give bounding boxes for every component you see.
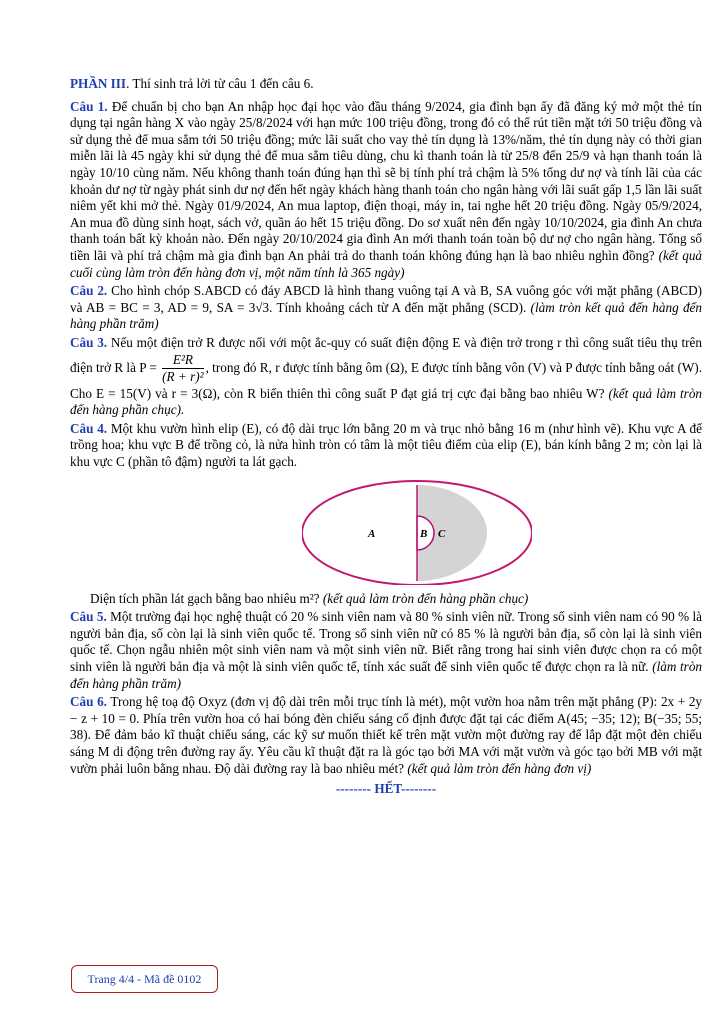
question-3-text-a: Nếu một điện trở R được nối với một ắc-quy có suất điện động E và điện trở trong r thì công suất tiêu thụ trên điện trở R là P = [70,334,703,375]
section-text: . Thí sinh trả lời từ câu 1 đến câu 6. [126,76,314,91]
section-header [70,76,702,93]
ellipse-diagram [302,475,532,585]
question-3-label: Câu 3. [70,334,108,350]
question-1-label: Câu 1. [70,98,108,114]
question-6-text: Trong hệ toạ độ Oxyz (đơn vị độ dài trên mỗi trục tính là mét), một vườn hoa nằm trên mặt phẳng (P): 2x + 2y − z + 10 = 0. Phía trên vườn hoa có hai bóng đèn chiếu sáng cố định được đặt tại các điểm A(45; −35; 12); B(−35; 55; 38). Để đảm bảo kĩ thuật chiếu sáng, các kỹ sư muốn thiết kế trên mặt vườn một đường ray để lắp đặt một đèn chiếu sáng M di động trên đường ray ấy. Yêu cầu kĩ thuật đặt ra là góc tạo bởi MA với mặt vườn và góc tạo bởi MB với mặt vườn phải luôn bằng nhau. Độ dài đường ray là bao nhiêu mét? [70,694,703,776]
power-formula-fraction [162,352,203,386]
question-4-after-text: Diện tích phần lát gạch bằng bao nhiêu m²? [90,590,320,606]
page-footer: Trang 4/4 - Mã đề 0102 [71,965,218,993]
question-1-text: Để chuẩn bị cho bạn An nhập học đại học vào đầu tháng 9/2024, gia đình bạn ấy đã đăng ký mở một thẻ tín dụng tại ngân hàng X vào ngày 25/8/2024 với hạn mức 100 triệu đồng, trong đó có thể rút tiền mặt tới 50 triệu đồng và sử dụng thẻ để mua sắm tới 50 triệu đồng; mức lãi suất cho vay thẻ tín dụng là 13%/năm, thẻ tín dụng này có thời gian miễn lãi là 45 ngày khi sử dụng thẻ để mua sắm tiêu dùng, chu kì thanh toán là từ 25/8 đến 25/9 và hạn thanh toán là ngày 10/10 cùng năm. Nếu không thanh toán đúng hạn thì sẽ bị tính phí trả chậm là 5% tổng dư nợ và tính lãi của các khoản dư nợ từ ngày phát sinh dư nợ đến hết ngày khách hàng thanh toán cho ngân hàng với lãi suất gấp 1,5 lần lãi suất niêm yết khi mở thẻ. Ngày 01/9/2024, An mua laptop, điện thoại, máy in, tai nghe hết 20 triệu đồng. Ngày 05/9/2024, An mua đồ dùng sinh hoạt, sách vở, quần áo hết 15 triệu đồng. Do sơ xuất nên đến ngày 10/10/2024, gia đình An chưa thanh toán bất kỳ khoản nào. Đến ngày 20/10/2024 gia đình An mới thanh toán toàn bộ dư nợ cho ngân hàng. Tổng số tiền lãi và phí trả chậm mà gia đình bạn An phải trả do thanh toán không đúng hạn là bao nhiêu nghìn đồng? [70,98,702,263]
label-c: C [438,527,446,540]
question-3 [70,335,702,419]
fraction-denominator: (R + r)² [162,369,204,385]
section-label: PHẦN III [70,76,127,91]
fraction-numerator: E²R [162,352,203,370]
question-1-note: (kết quả cuối cùng làm tròn đến hàng đơn vị, một năm tính là 365 ngày) [70,247,703,280]
question-2-note: (làm tròn kết quả đến hàng đến hàng phần trăm) [70,299,702,332]
question-2-label: Câu 2. [70,283,108,299]
question-2 [70,283,702,333]
label-a: A [368,527,376,540]
question-2-text: Cho hình chóp S.ABCD có đáy ABCD là hình thang vuông tại A và B, SA vuông góc với mặt phẳng (ABCD) và AB = BC = 3, AD = 9, SA = 3√3. Tính khoảng cách từ A đến mặt phẳng (SCD). [70,283,702,315]
question-4-note: (kết quả làm tròn đến hàng phần chục) [319,590,529,606]
question-5-note: (làm tròn đến hàng phần trăm) [70,659,703,691]
question-4-label: Câu 4. [70,420,108,436]
question-5-text: Một trường đại học nghệ thuật có 20 % sinh viên nam và 80 % sinh viên nữ. Trong số sinh viên nam có 90 % là người bản địa, số còn lại là sinh viên quốc tế. Trong số sinh viên nữ có 85 % là người bản địa, số còn lại là sinh viên quốc tế. Chọn ngẫu nhiên một sinh viên nam và một sinh viên nữ. Biết rằng trong hai sinh viên được chọn ra có một sinh viên là người bản địa và một là sinh viên quốc tế, tính xác suất để sinh viên quốc tế được chọn ra là nữ. [70,609,703,675]
question-6-label: Câu 6. [70,694,107,710]
question-3-text-b: , trong đó R, r được tính bằng ôm (Ω), E được tính bằng vôn (V) và P được tính bằng oát (W). Cho E = 15(V) và r = 3(Ω), còn R biến thiên thì công suất P đạt giá trị cực đại bằng bao nhiêu W? [70,359,702,401]
ellipse-garden-figure [70,475,702,585]
exam-page [70,76,702,798]
question-6 [70,694,702,777]
question-4 [70,421,702,471]
question-5-label: Câu 5. [70,609,107,625]
end-marker: -------- HẾT-------- [335,781,437,797]
question-1 [70,99,702,282]
question-4-after [70,591,702,608]
label-b: B [420,527,428,540]
question-5 [70,609,702,692]
question-6-note: (kết quả làm tròn đến hàng đơn vị) [404,760,592,776]
question-3-note: (kết quả làm tròn đến hàng phần chục). [70,385,703,418]
question-4-text: Một khu vườn hình elip (E), có độ dài trục lớn bằng 20 m và trục nhỏ bằng 16 m (như hình vẽ). Khu vực A để trồng hoa; khu vực B để trồng cỏ, là nửa hình tròn có tâm là một tiêu điểm của elip (E), bán kính bằng 2 m; còn lại là khu vực C (phần tô đậm) người ta lát gạch. [70,420,703,470]
